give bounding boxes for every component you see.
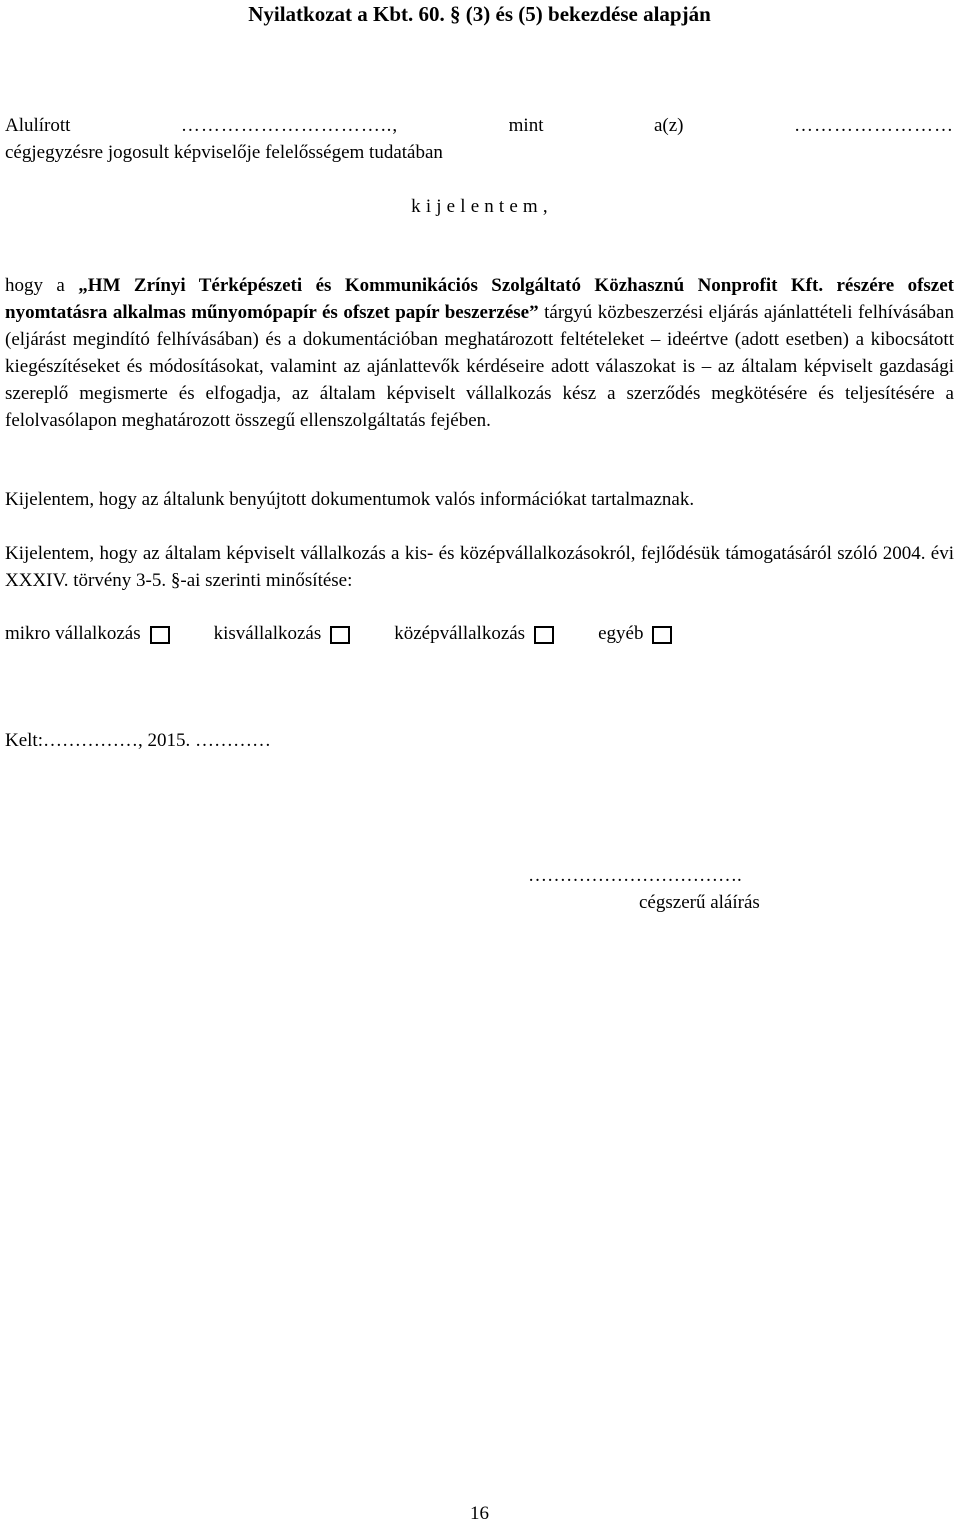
intro-line-1 — [5, 112, 954, 139]
name-blank: ………………………….., — [180, 115, 399, 136]
option-micro — [5, 620, 170, 647]
mint-word: mint — [508, 115, 544, 136]
option-micro-checkbox[interactable] — [150, 626, 170, 644]
option-medium-label: középvállalkozás — [394, 623, 526, 644]
documents-statement: Kijelentem, hogy az általunk benyújtott dokumentumok valós információkat tartalmaznak. — [5, 489, 695, 510]
signature-label: cégszerű aláírás — [639, 892, 760, 913]
page-number: 16 — [470, 1503, 489, 1524]
option-other — [598, 620, 672, 647]
option-medium — [394, 620, 554, 647]
company-blank: …………………… — [793, 115, 954, 136]
intro-line-2: cégjegyzésre jogosult képviselője felelősségem tudatában — [5, 142, 443, 163]
signature-line: ……………………………. — [528, 865, 742, 886]
alulirott-label: Alulírott — [5, 115, 71, 136]
option-small — [214, 620, 351, 647]
az-word: a(z) — [653, 115, 684, 136]
declaration-heading: k i j e l e n t e m , — [411, 196, 548, 217]
option-small-checkbox[interactable] — [330, 626, 350, 644]
option-other-label: egyéb — [598, 623, 644, 644]
date-place-line: Kelt:……………, 2015. ………… — [5, 730, 271, 751]
option-medium-checkbox[interactable] — [534, 626, 554, 644]
option-micro-label: mikro vállalkozás — [5, 623, 141, 644]
document-title: Nyilatkozat a Kbt. 60. § (3) és (5) bekezdése alapján — [248, 2, 711, 26]
classification-statement: Kijelentem, hogy az általam képviselt vállalkozás a kis- és középvállalkozásokról, fejlődésük támogatásáról szóló 2004. évi XXXIV. törvény 3-5. §-ai szerinti minősítése: — [5, 543, 954, 591]
signature-block — [528, 862, 908, 916]
procurement-subject: „HM Zrínyi Térképészeti és Kommunikációs Szolgáltató Közhasznú Nonprofit Kft. részére ofszet nyomtatásra alkalmas műnyomópapír és ofszet papír beszerzése” — [5, 275, 954, 323]
main-paragraph-prefix: hogy a — [5, 275, 79, 296]
option-small-label: kisvállalkozás — [213, 623, 322, 644]
intro-block — [5, 112, 954, 166]
enterprise-size-options — [5, 620, 672, 647]
main-paragraph — [5, 272, 954, 434]
option-other-checkbox[interactable] — [652, 626, 672, 644]
main-paragraph-suffix: tárgyú közbeszerzési eljárás ajánlattételi felhívásában (eljárást megindító felhívásában) és a dokumentációban meghatározott feltételeket – ideértve (adott esetben) a kibocsátott kiegészítéseket és módosításokat, valamint az ajánlattevők kérdéseire adott válaszokat is – az általam képviselt gazdasági szereplő megismerte és elfogadja, az általam képviselt vállalkozás kész a szerződés megkötésére és teljesítésére a felolvasólapon meghatározott összegű ellenszolgáltatás fejében. — [5, 302, 954, 431]
